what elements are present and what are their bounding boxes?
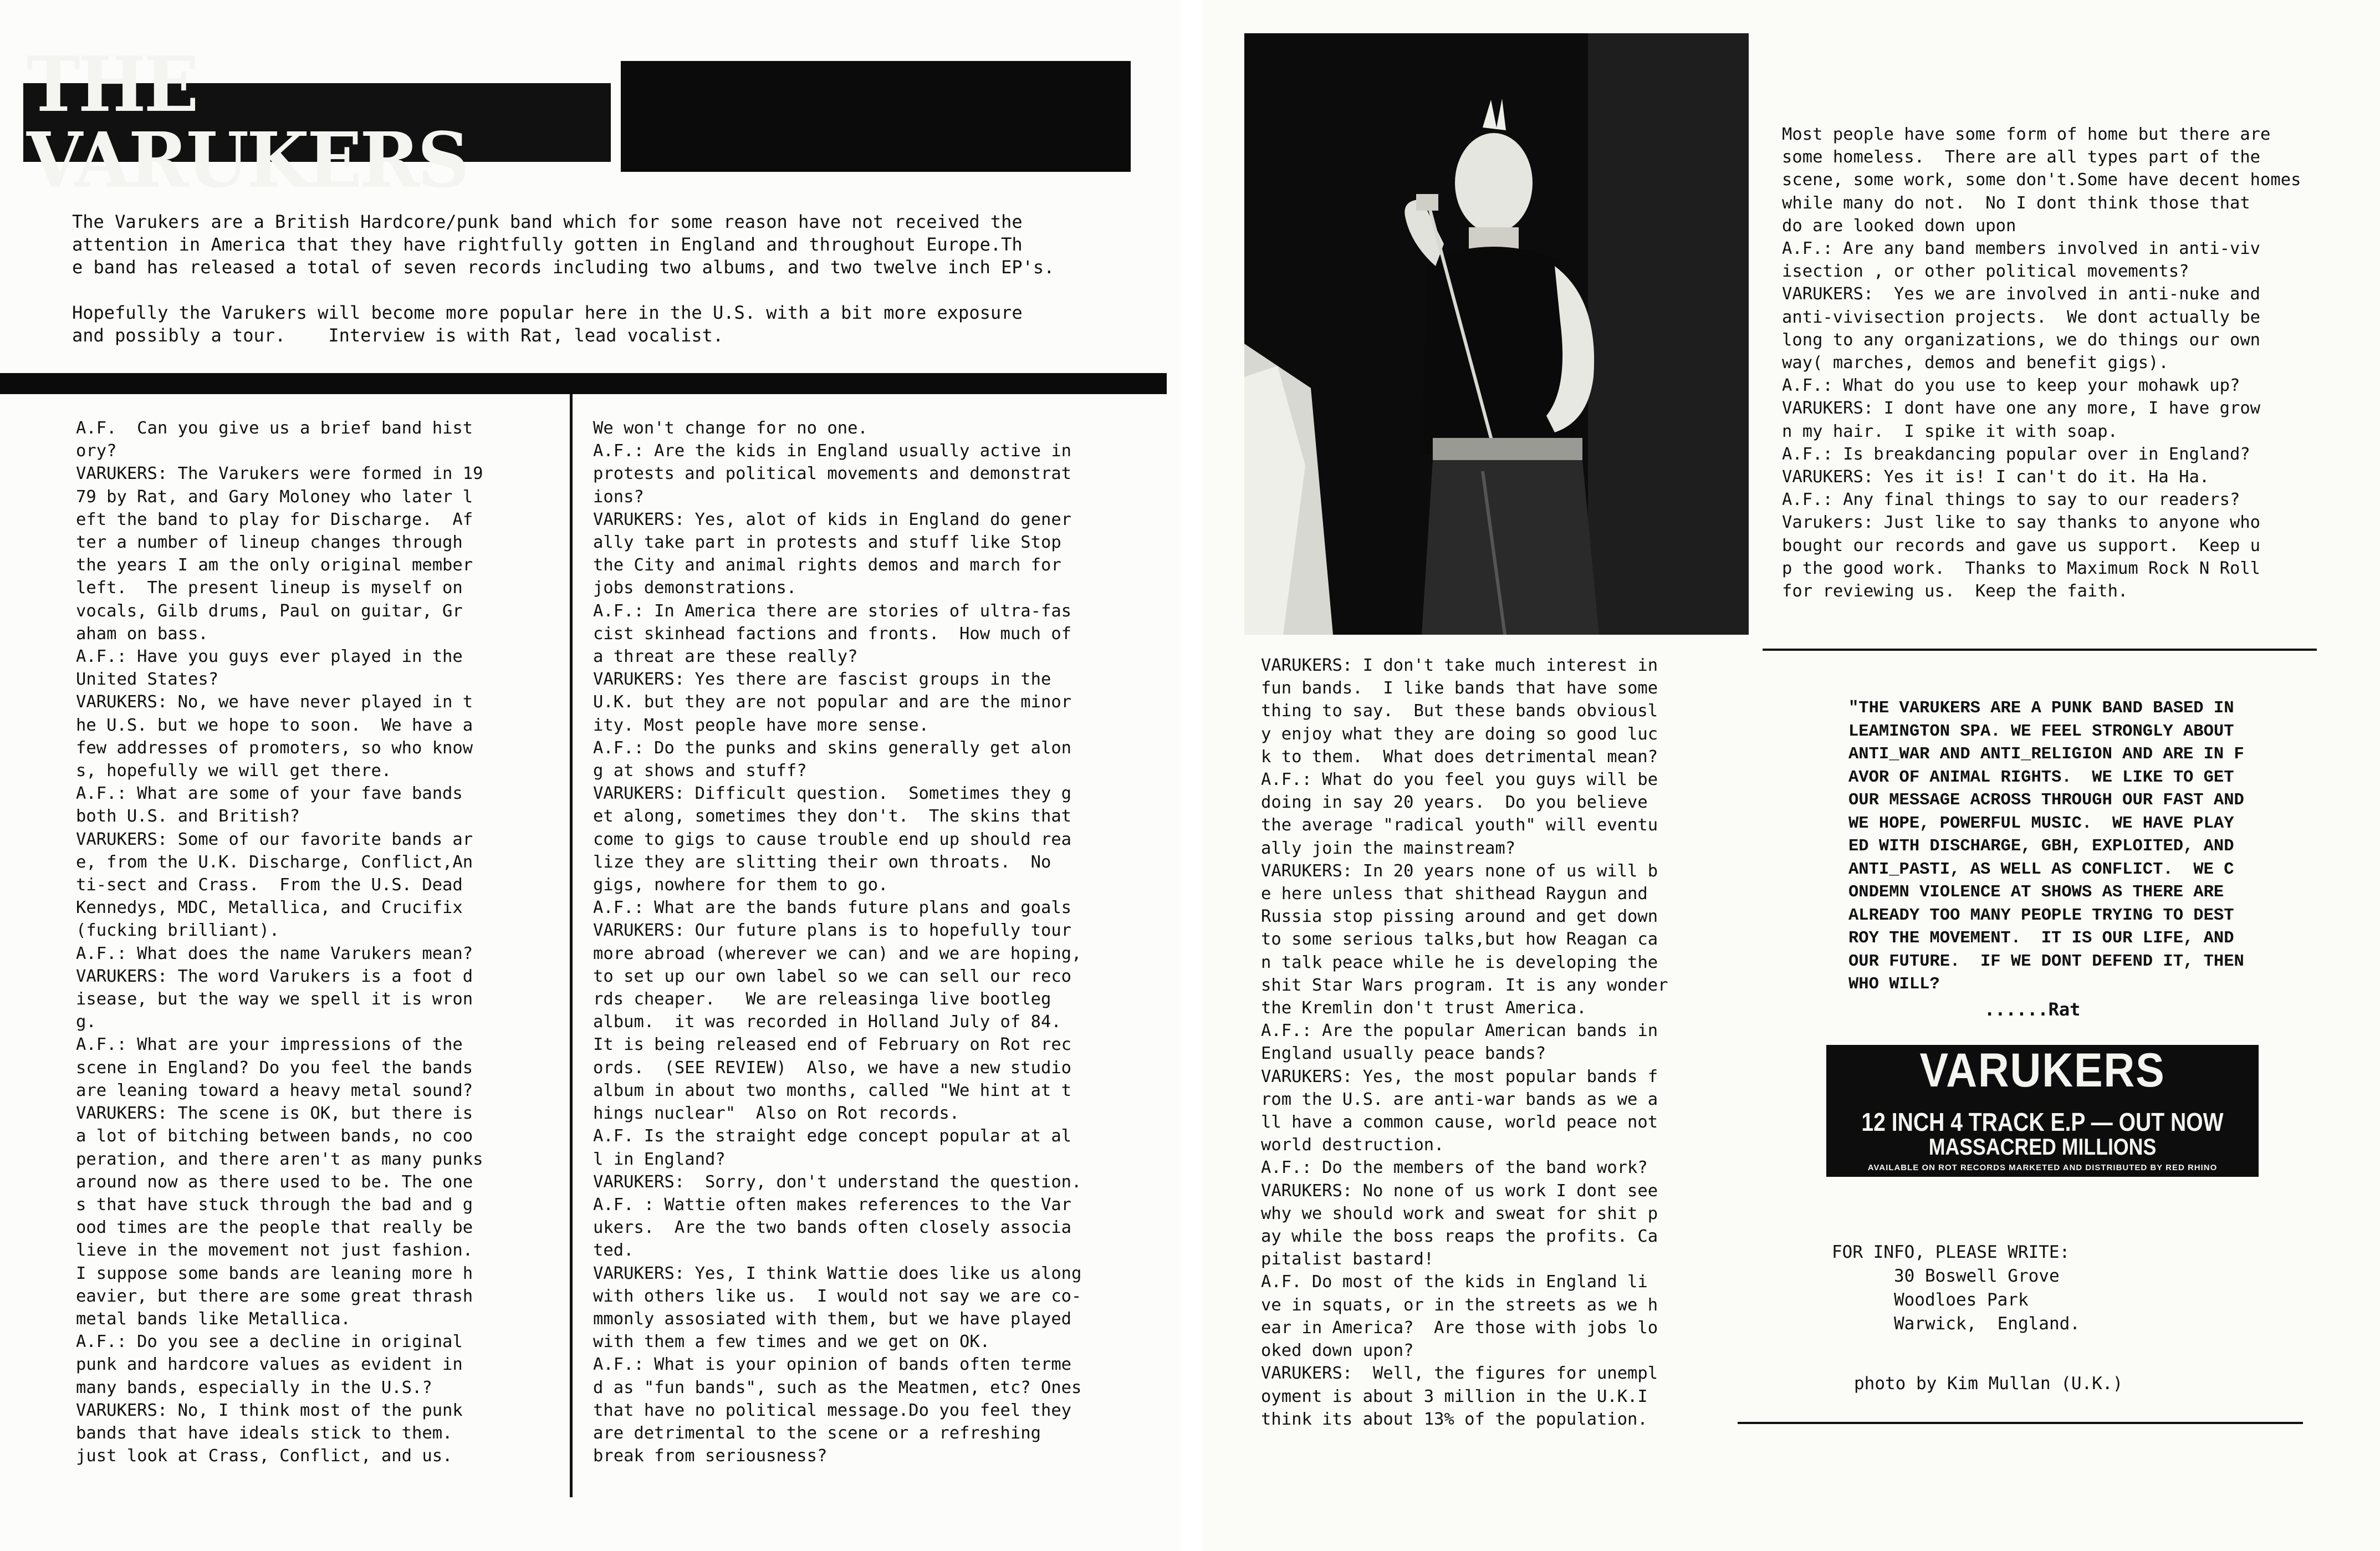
interview-column-2: We won't change for no one. A.F.: Are the kids in England usually active in protests and political movements and demonstrat ions? VARUKERS: Yes, alot of kids in England do gener ally take part in protests and stuff like Stop the City and animal rights demos and march for jobs demonstrations. A.F.: In America there are stories of ultra-fas cist skinhead factions and fronts. How much of a threat are these really? VARUKERS: Yes there are fascist groups in the U.K. but they are not popular and are the minor ity. Most people have more sense. A.F.: Do the punks and skins generally get alon g at shows and stuff? VARUKERS: Difficult question. Sometimes they g et along, sometimes they don't. The skins that come to gigs to cause trouble end up should rea lize they are slitting their own throats. No gigs, nowhere for them to go. A.F.: What are the bands future plans and goals VARUKERS: Our future plans is to hopefully tour more abroad (wherever we can) and we are hoping, to set up our own label so we can sell our reco rds cheaper. We are releasinga live bootleg album. it was recorded in Holland July of 84. It is being released end of February on Rot rec ords. (SEE REVIEW) Also, we have a new studio album in about two months, called "We hint at t hings nuclear" Also on Rot records. A.F. Is the straight edge concept popular at al l in England? VARUKERS: Sorry, don't understand the question. A.F. : Wattie often makes references to the Var ukers. Are the two bands often closely associa ted. VARUKERS: Yes, I think Wattie does like us along with others like us. I would not say we are co- mmonly assosiated with them, but we have played with them a few times and we get on OK. A.F.: What is your opinion of bands often terme d as "fun bands", such as the Meatmen, etc? Ones that have no political message.Do you feel they are detrimental to the scene or a refreshing break from seriousness? <box>593 419 1082 1466</box>
ad-small-print: AVAILABLE ON ROT RECORDS MARKETED AND DISTRIBUTED BY RED RHINO <box>1867 1163 2218 1172</box>
section-rule <box>1763 649 2317 651</box>
bottom-rule <box>1738 1422 2303 1424</box>
photo-credit: photo by Kim Mullan (U.K.) <box>1854 1374 2123 1394</box>
ad-band-name: VARUKERS <box>1919 1043 2166 1097</box>
interview-column-1: A.F. Can you give us a brief band hist ory? VARUKERS: The Varukers were formed in 19 79 by Rat, and Gary Moloney who later l eft the band to play for Discharge. Af ter a number of lineup changes through the years I am the only original member left. The present lineup is myself on vocals, Gilb drums, Paul on guitar, Gr aham on bass. A.F.: Have you guys ever played in the United States? VARUKERS: No, we have never played in t he U.S. but we hope to soon. We have a few addresses of promoters, so who know s, hopefully we will get there. A.F.: What are some of your fave bands both U.S. and British? VARUKERS: Some of our favorite bands ar e, from the U.K. Discharge, Conflict,An ti-sect and Crass. From the U.S. Dead Kennedys, MDC, Metallica, and Crucifix (fucking brilliant). A.F.: What does the name Varukers mean? VARUKERS: The word Varukers is a foot d isease, but the way we spell it is wron g. A.F.: What are your impressions of the scene in England? Do you feel the bands are leaning toward a heavy metal sound? VARUKERS: The scene is OK, but there is a lot of bitching between bands, no coo peration, and there aren't as many punks around now as there used to be. The one s that have stuck through the bad and g ood times are the people that really be lieve in the movement not just fashion. I suppose some bands are leaning more h eavier, but there are some great thrash metal bands like Metallica. A.F.: Do you see a decline in original punk and hardcore values as evident in many bands, especially in the U.S.? VARUKERS: No, I think most of the punk bands that have ideals stick to them. just look at Crass, Conflict, and us. <box>76 419 483 1466</box>
intro-paragraph: The Varukers are a British Hardcore/punk band which for some reason have not received the attention in America that they have rightfully gotten in England and throughout Europe.Th e band has released a total of seven records including two albums, and two twelve inch EP's. Hopefully the Varukers will become more popular here in the U.S. with a bit more exposure and possibly a tour. Interview is with Rat, lead vocalist. <box>72 211 1055 346</box>
column-rule <box>570 394 573 1497</box>
vocalist-photo-illustration <box>1244 33 1749 635</box>
vocalist-photo <box>1244 33 1749 635</box>
headline-logo <box>23 39 611 205</box>
left-page <box>0 0 1181 1551</box>
section-divider-bar <box>0 373 1167 394</box>
interview-column-4: Most people have some form of home but there are some homeless. There are all types part of the scene, some work, some don't.Some have decent homes while many do not. No I dont think those that do are looked down upon A.F.: Are any band members involved in anti-viv isection , or other political movements? VARUKERS: Yes we are involved in anti-nuke and anti-vivisection projects. We dont actually be long to any organizations, we do things our own way( marches, demos and benefit gigs). A.F.: What do you use to keep your mohawk up? VARUKERS: I dont have one any more, I have grow n my hair. I spike it with soap. A.F.: Is breakdancing popular over in England? VARUKERS: Yes it is! I can't do it. Ha Ha. A.F.: Any final things to say to our readers? Varukers: Just like to say thanks to anyone who bought our records and gave us support. Keep u p the good work. Thanks to Maximum Rock N Roll for reviewing us. Keep the faith. <box>1782 125 2301 601</box>
headline-black-banner <box>621 61 1131 172</box>
contact-address: FOR INFO, PLEASE WRITE: 30 Boswell Grove Woodloes Park Warwick, England. <box>1832 1242 2080 1334</box>
ad-title-line: MASSACRED MILLIONS <box>1928 1134 2157 1160</box>
ad-release-line: 12 INCH 4 TRACK E.P — OUT NOW <box>1861 1108 2224 1136</box>
page-gutter <box>1181 0 1203 1551</box>
interview-column-3: VARUKERS: I don't take much interest in fun bands. I like bands that have some thing to say. But these bands obviousl y enjoy what they are doing so good luc k to them. What does detrimental mean? A.F.: What do you feel you guys will be doing in say 20 years. Do you believe the average "radical youth" will eventu ally join the mainstream? VARUKERS: In 20 years none of us will b e here unless that shithead Raygun and Russia stop pissing around and get down to some serious talks,but how Reagan ca n talk peace while he is developing the shit Star Wars program. It is any wonder the Kremlin don't trust America. A.F.: Are the popular American bands in England usually peace bands? VARUKERS: Yes, the most popular bands f rom the U.S. are anti-war bands as we a ll have a common cause, world peace not world destruction. A.F.: Do the members of the band work? VARUKERS: No none of us work I dont see why we should work and sweat for shit p ay while the boss reaps the profits. Ca pitalist bastard! A.F. Do most of the kids in England li ve in squats, or in the streets as we h ear in America? Are those with jobs lo oked down upon? VARUKERS: Well, the figures for unempl oyment is about 3 million in the U.K.I think its about 13% of the population. <box>1261 656 1668 1429</box>
quote-signature: ......Rat <box>1984 999 2081 1020</box>
headline-text: THE VARUKERS <box>27 39 468 205</box>
ep-advertisement <box>1826 1045 2259 1177</box>
band-statement-quote: "THE VARUKERS ARE A PUNK BAND BASED IN LEAMINGTON SPA. WE FEEL STRONGLY ABOUT ANTI_WAR AND ANTI_RELIGION AND ARE IN F AVOR OF ANIMAL RIGHTS. WE LIKE TO GET OUR MESSAGE ACROSS THROUGH OUR FAST AND WE HOPE, POWERFUL MUSIC. WE HAVE PLAY ED WITH DISCHARGE, GBH, EXPLOITED, AND ANTI_PASTI, AS WELL AS CONFLICT. WE C ONDEMN VIOLENCE AT SHOWS AS THERE ARE ALREADY TOO MANY PEOPLE TRYING TO DEST ROY THE MOVEMENT. IT IS OUR LIFE, AND OUR FUTURE. IF WE DONT DEFEND IT, THEN WHO WILL? <box>1848 699 2244 994</box>
